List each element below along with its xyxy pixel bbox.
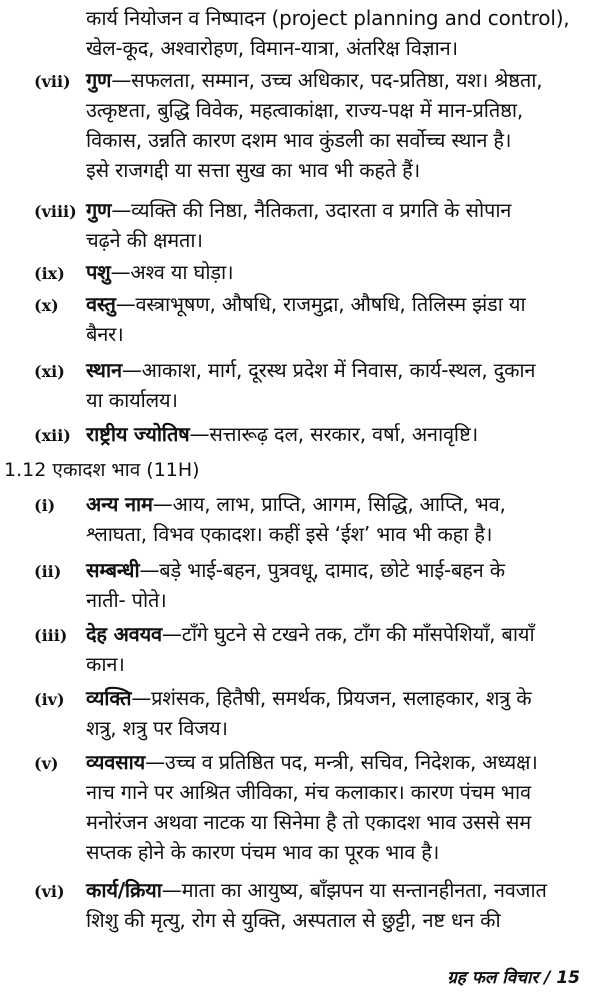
text-line: या कार्यालय।: [86, 388, 178, 412]
item-number: (vii): [34, 72, 71, 91]
text-line: खेल-कूद, अश्वारोहण, विमान-यात्रा, अंतरिक्ष विज्ञान।: [86, 36, 458, 60]
item-text: स्थान—आकाश, मार्ग, दूरस्थ प्रदेश में निवास, कार्य-स्थल, दुकान: [86, 358, 536, 382]
item-number: (iv): [34, 690, 65, 709]
item-term: वस्तु: [86, 292, 116, 316]
text-line: श्लाघता, विभव एकादश। कहीं इसे ‘ईश’ भाव भी कहा है।: [86, 522, 493, 546]
text-line: नाती- पोते।: [86, 588, 167, 612]
text-line: चढ़ने की क्षमता।: [86, 228, 203, 252]
item-term: व्यक्ति: [86, 686, 132, 710]
item-text: राष्ट्रीय ज्योतिष—सत्तारूढ़ दल, सरकार, वर्षा, अनावृष्टि।: [86, 422, 478, 446]
item-text: गुण—सफलता, सम्मान, उच्च अधिकार, पद-प्रतिष्ठा, यश। श्रेष्ठता,: [86, 68, 543, 92]
item-term: सम्बन्धी: [86, 558, 140, 582]
item-number: (v): [34, 754, 59, 773]
item-term: पशु: [86, 260, 111, 284]
text-line: शिशु की मृत्यु, रोग से युक्ति, अस्पताल से छुट्टी, नष्ट धन की: [86, 908, 501, 932]
item-text: कार्य/क्रिया—माता का आयुष्य, बाँझपन या सन्तानहीनता, नवजात: [86, 878, 547, 902]
item-number: (ix): [34, 264, 65, 283]
text-line: शत्रु, शत्रु पर विजय।: [86, 716, 228, 740]
item-term: देह अवयव: [86, 622, 162, 646]
item-number: (ii): [34, 562, 62, 581]
item-term: राष्ट्रीय ज्योतिष: [86, 422, 190, 446]
section-heading: 1.12 एकादश भाव (11H): [4, 459, 200, 481]
item-term: गुण: [86, 68, 112, 92]
text-line: उत्कृष्टता, बुद्धि विवेक, महत्वाकांक्षा, राज्य-पक्ष में मान-प्रतिष्ठा,: [86, 98, 524, 122]
item-term: गुण: [86, 198, 112, 222]
text-line: कान।: [86, 652, 125, 676]
page-footer: ग्रह फल विचार / 15: [447, 968, 580, 988]
text-line: मनोरंजन अथवा नाटक या सिनेमा है तो एकादश भाव उससे सम: [86, 810, 531, 834]
item-term: व्यवसाय: [86, 750, 146, 774]
text-line: कार्य नियोजन व निष्पादन (project planning and control),: [86, 6, 570, 30]
item-number: (iii): [34, 626, 68, 645]
item-number: (x): [34, 296, 59, 315]
item-term: अन्य नाम: [86, 492, 153, 516]
item-text: अन्य नाम—आय, लाभ, प्राप्ति, आगम, सिद्धि, आप्ति, भव,: [86, 492, 506, 516]
item-text: व्यक्ति—प्रशंसक, हितैषी, समर्थक, प्रियजन, सलाहकार, शत्रु के: [86, 686, 532, 710]
item-term: स्थान: [86, 358, 122, 382]
text-line: नाच गाने पर आश्रित जीविका, मंच कलाकार। कारण पंचम भाव: [86, 780, 531, 804]
item-text: देह अवयव—टाँगे घुटने से टखने तक, टाँग की माँसपेशियाँ, बायाँ: [86, 622, 535, 646]
item-number: (i): [34, 496, 56, 515]
item-number: (viii): [34, 202, 77, 221]
item-text: व्यवसाय—उच्च व प्रतिष्ठित पद, मन्त्री, सचिव, निदेशक, अध्यक्ष।: [86, 750, 538, 774]
item-text: पशु—अश्व या घोड़ा।: [86, 260, 234, 284]
item-number: (xi): [34, 362, 65, 381]
text-line: सप्तक होने के कारण पंचम भाव का पूरक भाव है।: [86, 840, 440, 864]
item-number: (xii): [34, 426, 71, 445]
text-line: इसे राजगद्दी या सत्ता सुख का भाव भी कहते हैं।: [86, 158, 420, 182]
item-number: (vi): [34, 882, 65, 901]
text-line: बैनर।: [86, 322, 124, 346]
text-line: विकास, उन्नति कारण दशम भाव कुंडली का सर्वोच्च स्थान है।: [86, 128, 512, 152]
item-text: गुण—व्यक्ति की निष्ठा, नैतिकता, उदारता व प्रगति के सोपान: [86, 198, 512, 222]
item-text: वस्तु—वस्त्राभूषण, औषधि, राजमुद्रा, औषधि, तिलिस्म झंडा या: [86, 292, 526, 316]
item-term: कार्य/क्रिया: [86, 878, 162, 902]
item-text: सम्बन्धी—बड़े भाई-बहन, पुत्रवधू, दामाद, छोटे भाई-बहन के: [86, 558, 505, 582]
